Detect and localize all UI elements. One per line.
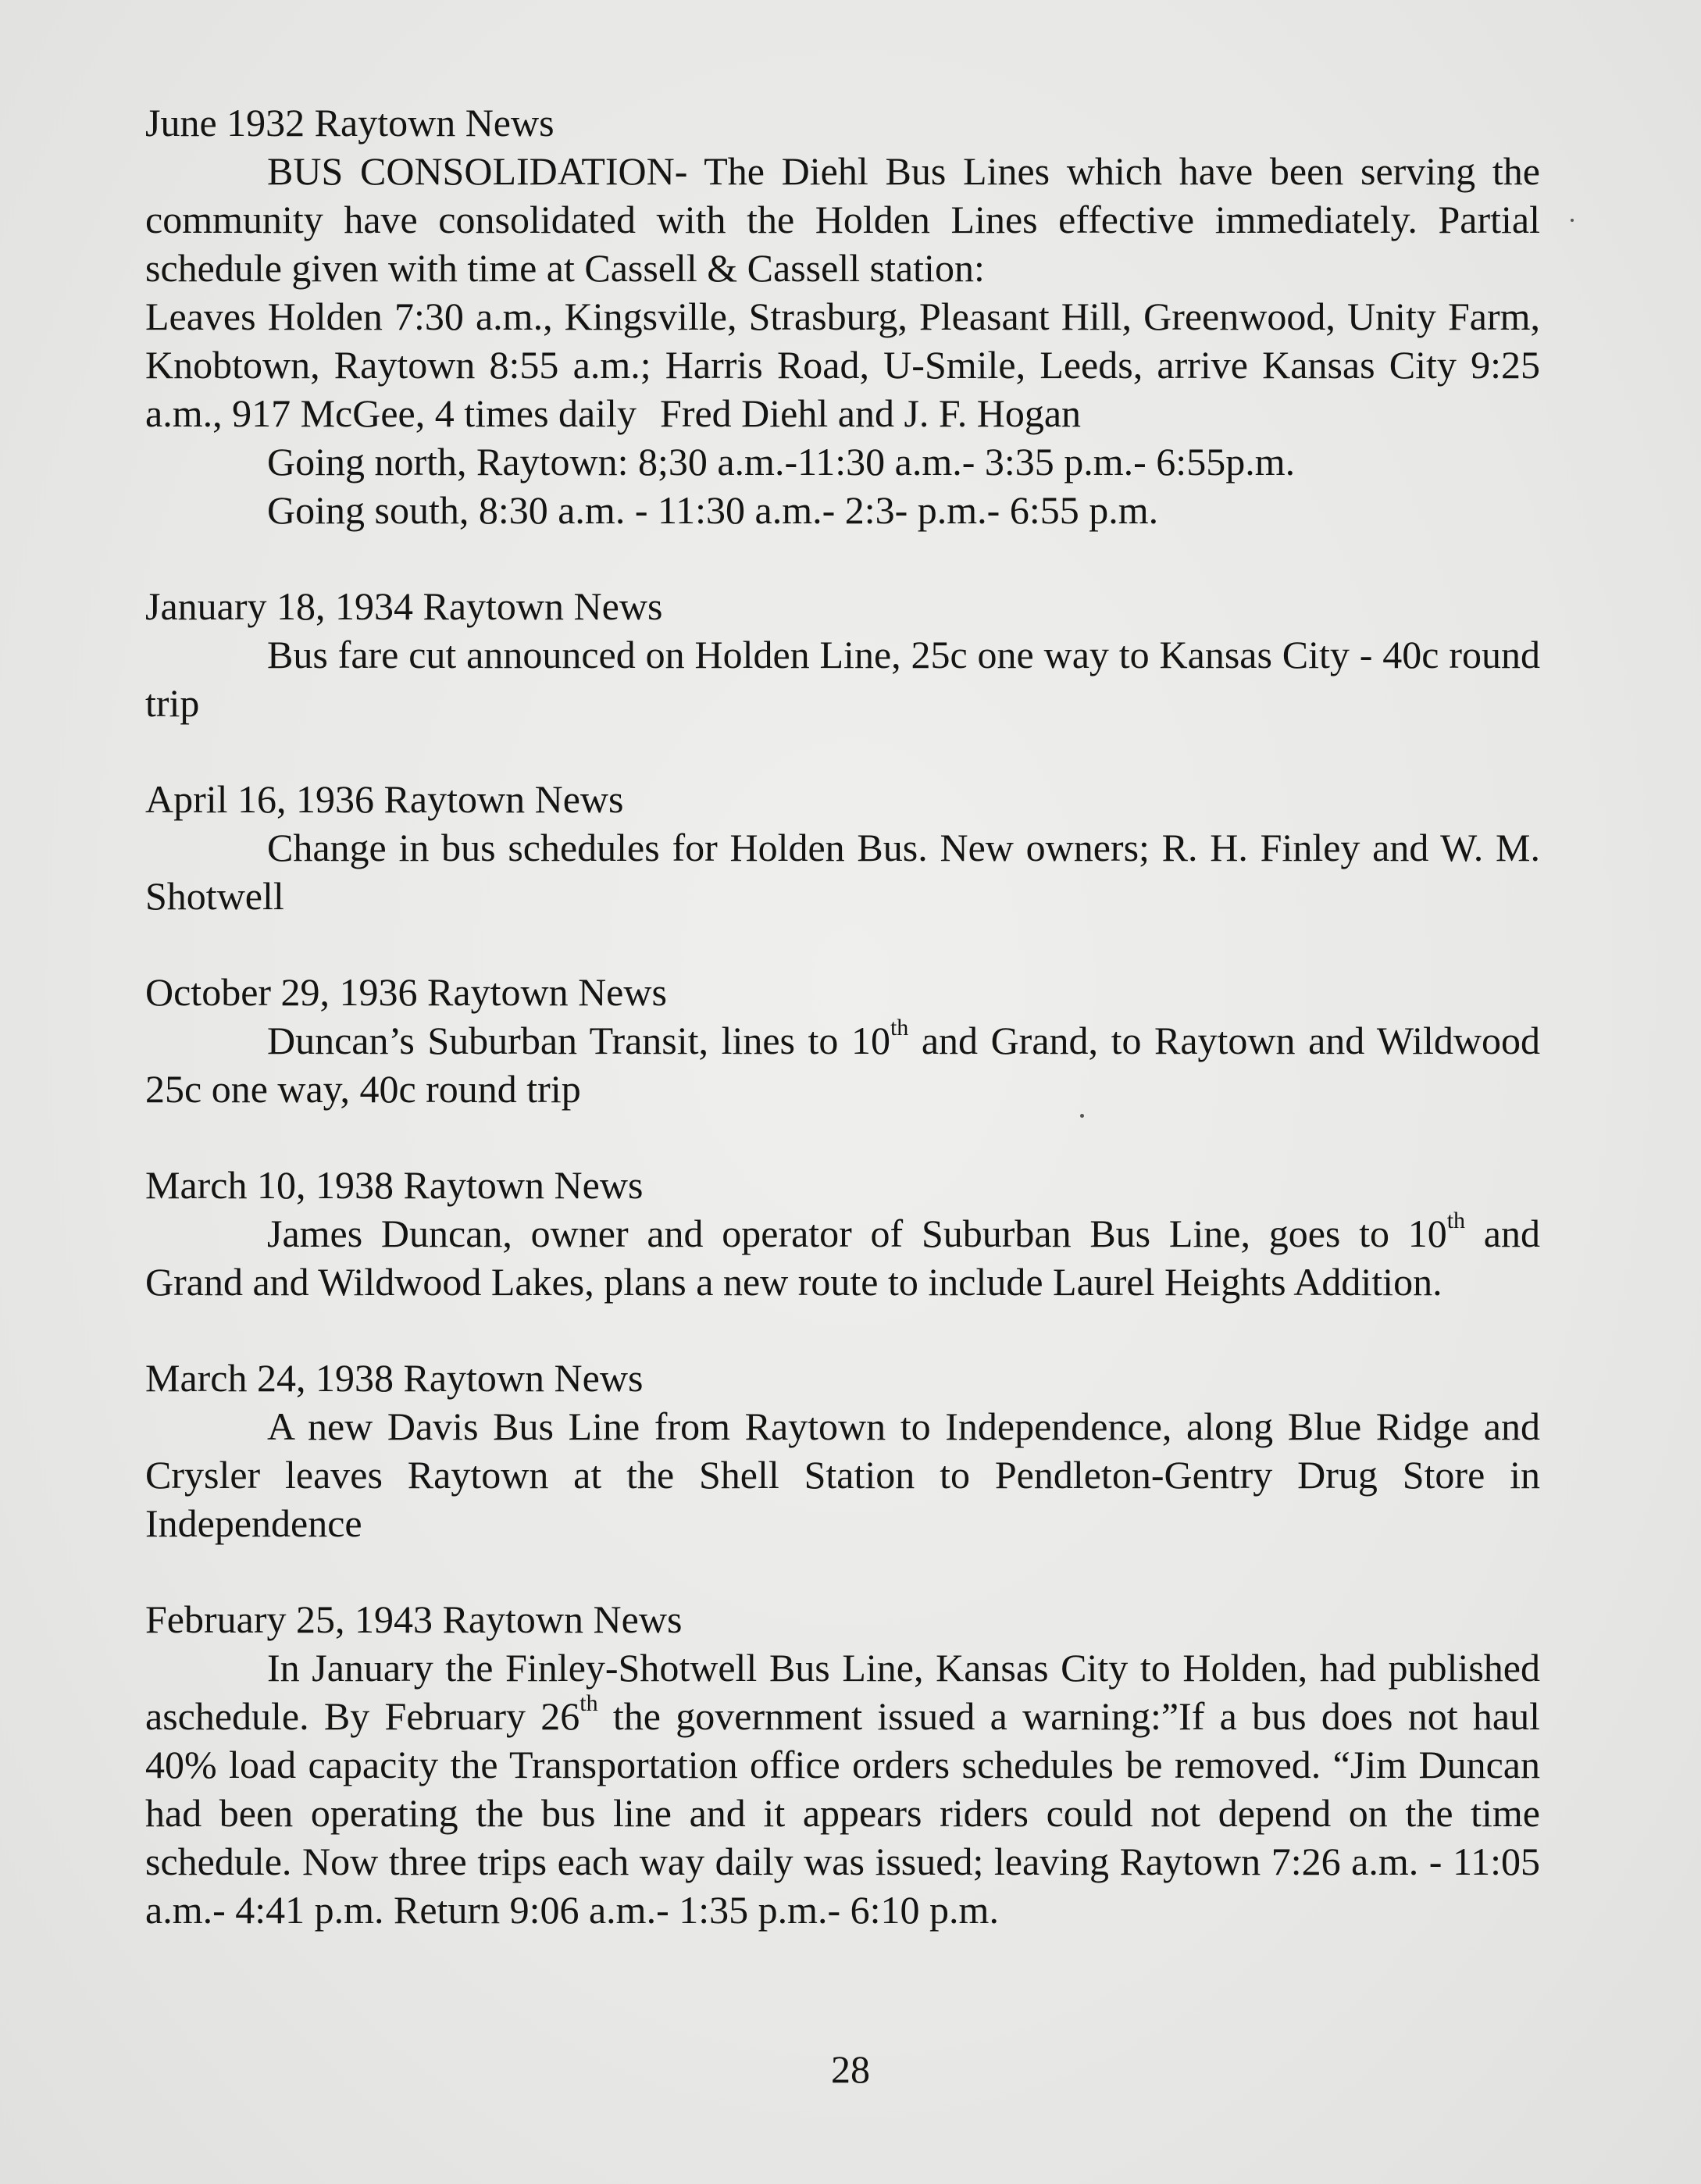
news-entry: [145, 1595, 1540, 1934]
entry-text: [145, 1209, 1540, 1306]
news-entry: [145, 582, 1540, 727]
entry-heading: June 1932 Raytown News: [145, 101, 555, 145]
entry-text-fragment: and Grand and Wildwood Lakes, plans a new route to include Laurel Heights Addition.: [145, 1212, 1540, 1304]
page-number: 28: [831, 2047, 870, 2091]
entry-text-fragment: In January the Finley-Shotwell Bus Line, Kansas City to Holden, had published aschedule. By February 26: [145, 1646, 1540, 1738]
entry-text: Bus fare cut announced on Holden Line, 25c one way to Kansas City - 40c round trip: [145, 633, 1540, 725]
ordinal-superscript: th: [579, 1690, 598, 1717]
entry-text-line: Going south, 8:30 a.m. - 11:30 a.m.- 2:3- p.m.- 6:55 p.m.: [267, 488, 1159, 532]
entry-signature: Fred Diehl and J. F. Hogan: [660, 391, 1082, 435]
entry-text-line: Leaves Holden 7:30 a.m., Kingsville, Strasburg, Pleasant Hill, Greenwood, Unity Farm,: [145, 294, 1540, 338]
entry-text-line: BUS CONSOLIDATION- The Diehl Bus Lines which have been serving the: [267, 149, 1540, 193]
entry-text: [145, 1643, 1540, 1934]
entry-text-fragment: Duncan’s Suburban Transit, lines to 10: [267, 1019, 890, 1062]
entry-text-line: Knobtown, Raytown 8:55 a.m.; Harris Road, U-Smile, Leeds, arrive Kansas City 9:25: [145, 343, 1540, 387]
ordinal-superscript: th: [1446, 1208, 1466, 1234]
entry-text-line: schedule given with time at Cassell & Cassell station:: [145, 246, 985, 290]
paper-speck: [1080, 1114, 1084, 1118]
entry-heading: March 10, 1938 Raytown News: [145, 1163, 644, 1207]
entry-text-line: Going north, Raytown: 8;30 a.m.-11:30 a.m.- 3:35 p.m.- 6:55p.m.: [267, 440, 1296, 484]
entry-text-fragment: James Duncan, owner and operator of Suburban Bus Line, goes to 10: [267, 1212, 1447, 1255]
entry-text-fragment: the government issued a warning:”If a bus does not haul 40% load capacity the Transportation office orders schedules be removed. “Jim Duncan had been operating the bus line and it appears riders could not depend on the time schedule. Now three trips each way daily was issued; leaving Raytown 7:26 a.m. - 11:05 a.m.- 4:41 p.m. Return 9:06 a.m.- 1:35 p.m.- 6:10 p.m.: [145, 1694, 1540, 1932]
entry-heading: February 25, 1943 Raytown News: [145, 1597, 683, 1641]
entry-heading: January 18, 1934 Raytown News: [145, 584, 663, 628]
news-entry: [145, 1161, 1540, 1306]
document-body: [145, 98, 1540, 1982]
news-entry: [145, 1354, 1540, 1547]
entry-heading: March 24, 1938 Raytown News: [145, 1356, 644, 1400]
news-entry: [145, 775, 1540, 920]
ordinal-superscript: th: [890, 1015, 909, 1041]
entry-text: Change in bus schedules for Holden Bus. New owners; R. H. Finley and W. M. Shotwell: [145, 826, 1540, 918]
entry-text-fragment: a.m., 917 McGee, 4 times daily: [145, 391, 637, 435]
entry-text-fragment: and Grand, to Raytown and Wildwood 25c one way, 40c round trip: [145, 1019, 1540, 1111]
entry-text-line: community have consolidated with the Holden Lines effective immediately. Partial: [145, 198, 1540, 241]
entry-text: A new Davis Bus Line from Raytown to Independence, along Blue Ridge and Crysler leaves Raytown at the Shell Station to Pendleton-Gentry Drug Store in Independence: [145, 1404, 1540, 1545]
entry-heading: October 29, 1936 Raytown News: [145, 970, 667, 1014]
entry-heading: April 16, 1936 Raytown News: [145, 777, 624, 821]
news-entry: [145, 968, 1540, 1113]
news-entry: [145, 98, 1540, 534]
entry-text: [145, 1016, 1540, 1113]
paper-speck: [1571, 219, 1574, 222]
entry-text-line: [145, 389, 1540, 437]
